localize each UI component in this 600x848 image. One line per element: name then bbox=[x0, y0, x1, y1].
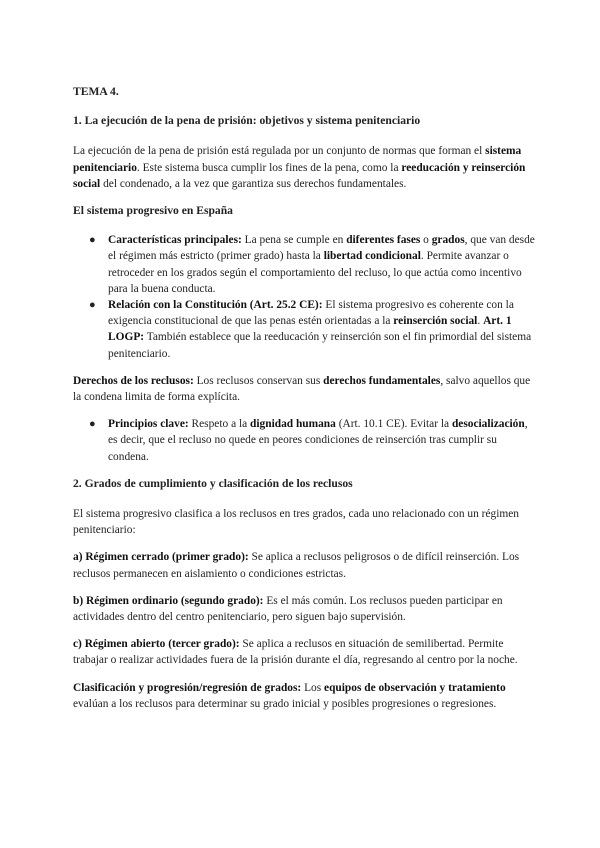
grade-open-paragraph bbox=[73, 636, 535, 668]
section1-intro bbox=[73, 143, 535, 192]
body-text: o bbox=[420, 234, 432, 247]
bullet-icon: ● bbox=[89, 234, 96, 247]
grade-ordinary-paragraph bbox=[73, 593, 535, 625]
bold-text: Clasificación y progresión/regresión de grados: bbox=[73, 681, 302, 694]
section1-subheading: El sistema progresivo en España bbox=[73, 204, 233, 218]
list-item bbox=[73, 232, 535, 297]
progressive-system-list bbox=[73, 232, 535, 362]
body-text: La ejecución de la pena de prisión está regulada por un conjunto de normas que forman el bbox=[73, 145, 486, 158]
key-principles-list bbox=[73, 416, 535, 465]
body-text: . bbox=[477, 315, 484, 328]
body-text: , salvo aquellos que la condena limita de forma explícita. bbox=[73, 374, 531, 404]
body-text: del condenado, a la vez que garantiza sus derechos fundamentales. bbox=[100, 177, 407, 190]
bold-text: a) Régimen cerrado (primer grado): bbox=[73, 551, 249, 564]
body-text: . Permite avanzar o retroceder en los grados según el comportamiento del recluso, lo que actúa como incentivo para la buena conducta. bbox=[108, 250, 522, 295]
bold-text: desocialización bbox=[451, 418, 525, 431]
bullet-icon: ● bbox=[89, 418, 96, 431]
bold-text: Derechos de los reclusos: bbox=[73, 374, 194, 387]
bold-text: reinserción social bbox=[393, 315, 478, 328]
body-text: , es decir, que el recluso no quede en peores condiciones de reinserción tras cumplir su condena. bbox=[108, 418, 528, 463]
body-text: Los reclusos conservan sus bbox=[193, 374, 324, 387]
bold-text: c) Régimen abierto (tercer grado): bbox=[73, 638, 240, 651]
body-text: El sistema progresivo clasifica a los reclusos en tres grados, cada uno relacionado con un régimen penitenciario: bbox=[73, 508, 519, 537]
body-text: El sistema progresivo es coherente con la exigencia constitucional de que las penas estén orientadas a la bbox=[108, 299, 514, 328]
body-text: (Art. 10.1 CE). Evitar la bbox=[335, 418, 452, 431]
grade-closed-paragraph bbox=[73, 549, 535, 581]
inmate-rights-paragraph bbox=[73, 373, 535, 405]
bold-text: derechos fundamentales bbox=[323, 374, 441, 387]
body-text: Es el más común. Los reclusos pueden participar en actividades dentro del centro penitenciario, pero siguen bajo supervisión. bbox=[73, 594, 503, 624]
section2-intro bbox=[73, 506, 535, 538]
section1-heading: 1. La ejecución de la pena de prisión: objetivos y sistema penitenciario bbox=[73, 114, 421, 128]
bold-text: Características principales: bbox=[108, 234, 242, 247]
bold-text: dignidad humana bbox=[250, 418, 336, 431]
body-text: . Este sistema busca cumplir los fines de la pena, como la bbox=[136, 161, 402, 174]
body-text: Los bbox=[301, 681, 325, 694]
bold-text: libertad condicional bbox=[323, 250, 421, 263]
list-item bbox=[73, 416, 535, 465]
body-text: evalúan a los reclusos para determinar su grado inicial y posibles progresiones o regresiones. bbox=[73, 697, 497, 710]
bold-text: reeducación y reinserción social bbox=[73, 161, 526, 190]
list-item bbox=[73, 297, 535, 362]
classification-paragraph bbox=[73, 680, 535, 712]
bold-text: b) Régimen ordinario (segundo grado): bbox=[73, 594, 264, 607]
body-text: La pena se cumple en bbox=[241, 234, 347, 247]
bold-text: Art. 1 LOGP: bbox=[108, 315, 512, 344]
body-text: Se aplica a reclusos en situación de semilibertad. Permite trabajar o realizar actividades fuera de la prisión durante el día, regresando al centro por la noche. bbox=[73, 638, 518, 667]
bold-text: equipos de observación y tratamiento bbox=[324, 681, 506, 694]
body-text: Respeto a la bbox=[188, 418, 251, 431]
body-text: , que van desde el régimen más estricto (primer grado) hasta la bbox=[108, 234, 535, 263]
body-text: Se aplica a reclusos peligrosos o de difícil reinserción. Los reclusos permanecen en aislamiento o condiciones estrictas. bbox=[73, 551, 520, 580]
document-page bbox=[73, 84, 535, 723]
bullet-icon: ● bbox=[89, 299, 96, 312]
bold-text: Principios clave: bbox=[108, 418, 189, 431]
bold-text: grados bbox=[431, 234, 465, 247]
bold-text: diferentes fases bbox=[346, 234, 421, 247]
document-title: TEMA 4. bbox=[73, 85, 119, 98]
body-text: También establece que la reeducación y reinserción son el fin primordial del sistema penitenciario. bbox=[108, 331, 532, 360]
bold-text: Relación con la Constitución (Art. 25.2 CE): bbox=[108, 299, 323, 312]
bold-text: sistema penitenciario bbox=[73, 145, 522, 174]
section2-heading: 2. Grados de cumplimiento y clasificación de los reclusos bbox=[73, 476, 353, 490]
